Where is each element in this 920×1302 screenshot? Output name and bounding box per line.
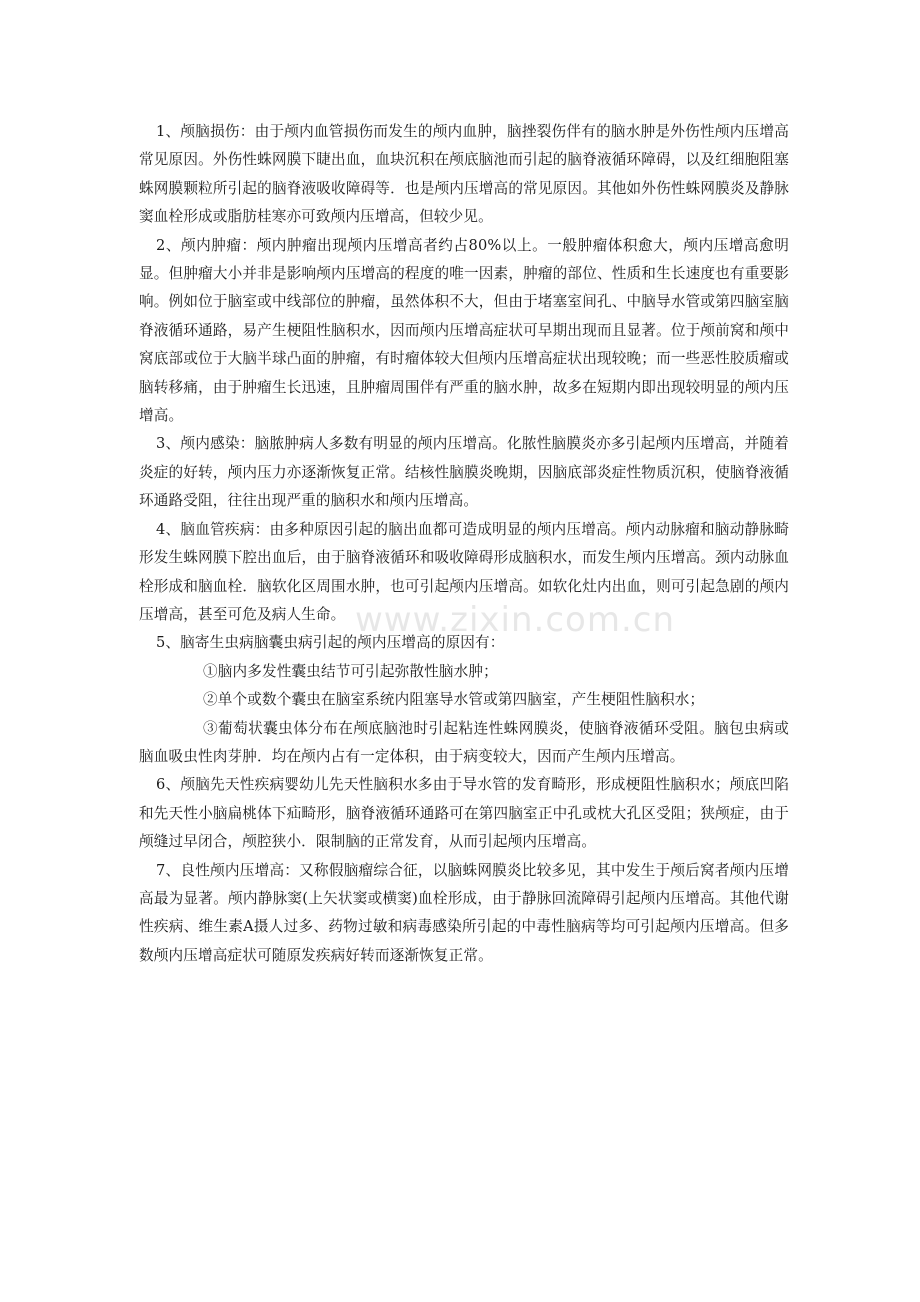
paragraph-benign-hypertension: 7、良性颅内压增高：又称假脑瘤综合征，以脑蛛网膜炎比较多见，其中发生于颅后窝者颅内压增高最为显著。颅内静脉窦(上矢状窦或横窦)血栓形成，由于静脉回流障碍引起颅内压增高。其他代谢性疾病、维生素A摄人过多、药物过敏和病毒感染所引起的中毒性脑病等均可引起颅内压增高。但多数颅内压增高症状可随原发疾病好转而逐渐恢复正常。	[139, 861, 789, 964]
watermark: www.zixin.com.cn	[355, 600, 675, 640]
document-body	[139, 118, 789, 970]
paragraph-intracranial-infection: 3、颅内感染：脑脓肿病人多数有明显的颅内压增高。化脓性脑膜炎亦多引起颅内压增高，并随着炎症的好转，颅内压力亦逐渐恢复正常。结核性脑膜炎晚期，因脑底部炎症性物质沉积，使脑脊液循环通路受阻，往往出现严重的脑积水和颅内压增高。	[139, 435, 789, 510]
paragraph-craniocerebral-injury: 1、颅脑损伤：由于颅内血管损伤而发生的颅内血肿，脑挫裂伤伴有的脑水肿是外伤性颅内压增高常见原因。外伤性蛛网膜下睫出血，血块沉积在颅底脑池而引起的脑脊液循环障碍，以及红细胞阻塞蛛网膜颗粒所引起的脑脊液吸收障碍等．也是颅内压增高的常见原因。其他如外伤性蛛网膜炎及静脉窦血栓形成或脂肪桂寒亦可致颅内压增高，但较少见。	[139, 123, 789, 226]
list-item-cause-2: ②单个或数个囊虫在脑室系统内阻塞导水管或第四脑室，产生梗阻性脑积水；	[203, 691, 705, 709]
paragraph-intracranial-tumor: 2、颅内肿瘤：颅内肿瘤出现颅内压增高者约占80%以上。一般肿瘤体积愈大，颅内压增高愈明显。但肿瘤大小并非是影响颅内压增高的程度的唯一因素，肿瘤的部位、性质和生长速度也有重要影响。例如位于脑室或中线部位的肿瘤，虽然体积不大，但由于堵塞室间孔、中脑导水管或第四脑室脑脊液循环通路，易产生梗阻性脑积水，因而颅内压增高症状可早期出现而且显著。位于颅前窝和颅中窝底部或位于大脑半球凸面的肿瘤，有时瘤体较大但颅内压增高症状出现较晚；而一些恶性胶质瘤或脑转移痛，由于肿瘤生长迅速，且肿瘤周围伴有严重的脑水肿，故多在短期内即出现较明显的颅内压增高。	[139, 236, 789, 425]
list-item-cause-1: ①脑内多发性囊虫结节可引起弥散性脑水肿；	[203, 662, 498, 680]
paragraph-cerebrovascular-disease: 4、脑血管疾病：由多种原因引起的脑出血都可造成明显的颅内压增高。颅内动脉瘤和脑动静脉畸形发生蛛网膜下腔出血后，由于脑脊液循环和吸收障碍形成脑积水，而发生颅内压增高。颈内动脉血栓形成和脑血栓．脑软化区周围水肿，也可引起颅内压增高。如软化灶内出血，则可引起急剧的颅内压增高，甚至可危及病人生命。	[139, 520, 789, 623]
paragraph-parasitic-disease: 5、脑寄生虫病脑囊虫病引起的颅内压增高的原因有：	[156, 634, 505, 652]
list-item-cause-3: ③葡萄状囊虫体分布在颅底脑池时引起粘连性蛛网膜炎，使脑脊液循环受阻。脑包虫病或脑血吸虫性肉芽肿．均在颅内占有一定体积，由于病变较大，因而产生颅内压增高。	[139, 719, 789, 765]
paragraph-congenital-disease: 6、颅脑先天性疾病婴幼儿先天性脑积水多由于导水管的发育畸形，形成梗阻性脑积水；颅底凹陷和先天性小脑扁桃体下疝畸形，脑脊液循环通路可在第四脑室正中孔或枕大孔区受阻；狭颅症，由于颅缝过早闭合，颅腔狭小．限制脑的正常发育，从而引起颅内压增高。	[139, 776, 789, 851]
